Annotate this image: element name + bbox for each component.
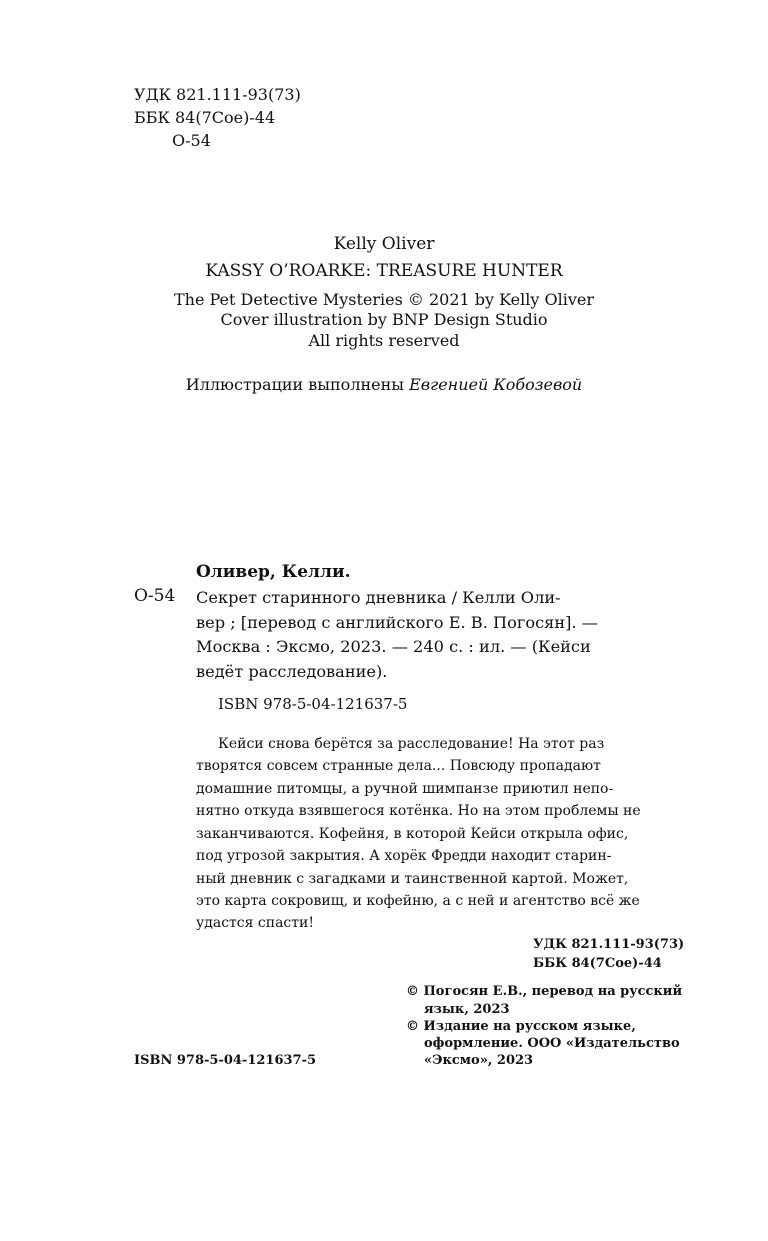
annotation-line-4: нятно откуда взявшегося котёнка. Но на этом проблемы не — [196, 803, 641, 819]
copyright-edition-line-2: оформление. ООО «Издательство — [424, 1036, 680, 1051]
bib-line-1: Секрет старинного дневника / Келли Оли- — [196, 588, 561, 607]
copyright-translation-line-1: © Погосян Е.В., перевод на русский — [406, 984, 683, 999]
bib-line-4: ведёт расследование). — [196, 662, 388, 681]
rights-line: All rights reserved — [308, 331, 460, 350]
bbk-code: ББК 84(7Сое)-44 — [134, 108, 276, 127]
copyright-edition-line-1: © Издание на русском языке, — [406, 1019, 636, 1034]
annotation-bbk: ББК 84(7Сое)-44 — [533, 956, 662, 971]
illustrator-name: Евгенией Кобозевой — [409, 375, 583, 394]
copyright-translation-line-2: язык, 2023 — [424, 1002, 510, 1017]
annotation-line-9: удастся спасти! — [196, 915, 314, 931]
bib-author-mark: О-54 — [134, 586, 176, 606]
bib-author: Оливер, Келли. — [196, 562, 351, 582]
annotation-line-2: творятся совсем странные дела... Повсюду пропадают — [196, 758, 601, 774]
annotation-udk: УДК 821.111-93(73) — [533, 937, 685, 952]
annotation-line-7: ный дневник с загадками и таинственной картой. Может, — [196, 871, 629, 887]
annotation-line-6: под угрозой закрытия. А хорёк Фредди находит старин- — [196, 848, 612, 864]
original-author: Kelly Oliver — [333, 234, 435, 254]
annotation-line-8: это карта сокровищ, и кофейню, а с ней и агентство всё же — [196, 893, 640, 909]
copyright-edition-line-3: «Эксмо», 2023 — [424, 1053, 534, 1068]
cover-illustration-line: Cover illustration by BNP Design Studio — [220, 310, 548, 329]
annotation-line-3: домашние питомцы, а ручной шимпанзе приютил непо- — [196, 781, 614, 797]
author-mark: О-54 — [172, 131, 211, 150]
bib-isbn: ISBN 978-5-04-121637-5 — [218, 695, 408, 713]
original-copyright-line: The Pet Detective Mysteries © 2021 by Kelly Oliver — [173, 290, 595, 309]
footer-isbn: ISBN 978-5-04-121637-5 — [134, 1053, 317, 1068]
illustrations-prefix: Иллюстрации выполнены — [185, 375, 405, 394]
bib-line-3: Москва : Эксмо, 2023. — 240 с. : ил. — (Кейси — [196, 637, 591, 656]
bib-line-2: вер ; [перевод с английского Е. В. Погосян]. — — [196, 613, 598, 632]
illustrations-credit — [0, 375, 768, 394]
original-title: KASSY O’ROARKE: TREASURE HUNTER — [205, 261, 563, 281]
udk-code: УДК 821.111-93(73) — [134, 85, 301, 104]
annotation-line-5: заканчиваются. Кофейня, в которой Кейси открыла офис, — [196, 826, 629, 842]
annotation-line-1: Кейси снова берётся за расследование! На этот раз — [218, 736, 605, 752]
